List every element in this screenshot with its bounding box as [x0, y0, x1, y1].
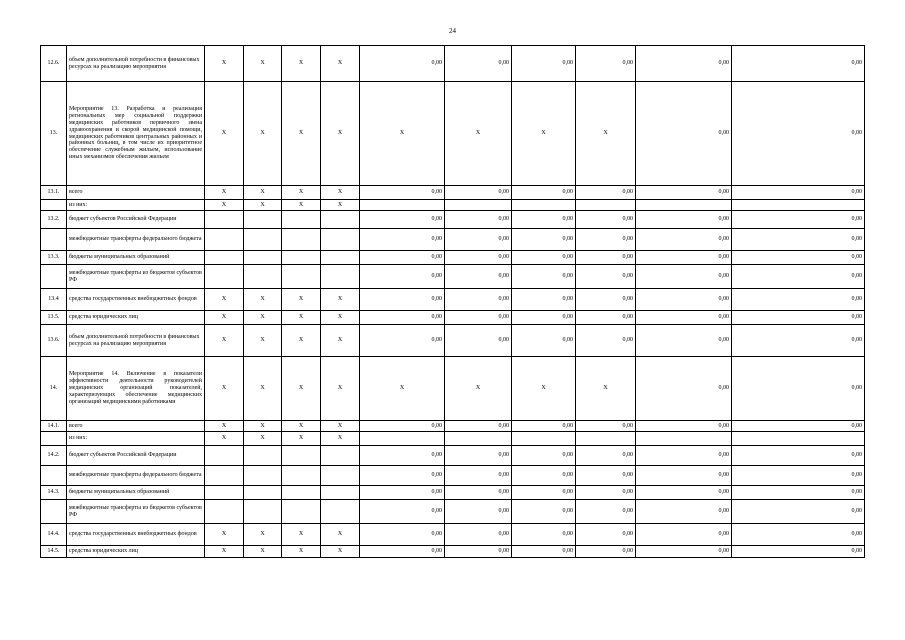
table-cell: 0,00: [445, 186, 512, 200]
table-cell: 0,00: [512, 229, 576, 251]
table-cell: 0,00: [445, 421, 512, 432]
table-cell: 0,00: [512, 421, 576, 432]
table-cell: [321, 500, 360, 524]
row-number: 14.3.: [41, 486, 67, 500]
table-cell: 0,00: [445, 466, 512, 486]
row-description: из них:: [67, 200, 205, 211]
table-cell: [576, 432, 636, 446]
row-description: бюджеты муниципальных образований: [67, 486, 205, 500]
table-row: [41, 186, 865, 200]
table-cell: X: [321, 325, 360, 357]
table-cell: [244, 500, 282, 524]
table-cell: 0,00: [576, 325, 636, 357]
table-cell: X: [205, 311, 244, 325]
table-cell: 0,00: [636, 186, 732, 200]
table-cell: X: [205, 186, 244, 200]
table-cell: 0,00: [732, 486, 865, 500]
table-cell: 0,00: [732, 357, 865, 421]
row-number: [41, 432, 67, 446]
table-row: [41, 432, 865, 446]
row-description: средства юридических лиц: [67, 546, 205, 558]
table-cell: [445, 200, 512, 211]
table-cell: X: [282, 524, 321, 546]
table-cell: X: [244, 421, 282, 432]
table-cell: 0,00: [445, 229, 512, 251]
row-number: 13.5.: [41, 311, 67, 325]
table-cell: 0,00: [512, 311, 576, 325]
row-description: объем дополнительной потребности в финансовых ресурсах на реализацию мероприятия: [67, 325, 205, 357]
row-description: межбюджетные трансферты из бюджетов субъектов РФ: [67, 265, 205, 289]
table-cell: [321, 446, 360, 466]
table-cell: 0,00: [732, 466, 865, 486]
table-cell: X: [244, 200, 282, 211]
row-description: средства государственных внебюджетных фондов: [67, 524, 205, 546]
table-cell: X: [244, 82, 282, 186]
row-description: средства государственных внебюджетных фондов: [67, 289, 205, 311]
table-cell: 0,00: [636, 311, 732, 325]
table-cell: 0,00: [636, 466, 732, 486]
table-cell: 0,00: [576, 311, 636, 325]
table-cell: 0,00: [360, 524, 445, 546]
table-cell: 0,00: [636, 289, 732, 311]
table-cell: X: [321, 311, 360, 325]
table-cell: 0,00: [512, 265, 576, 289]
table-cell: 0,00: [636, 446, 732, 466]
table-cell: 0,00: [732, 325, 865, 357]
row-number: 14.4.: [41, 524, 67, 546]
table-cell: 0,00: [360, 325, 445, 357]
row-number: [41, 466, 67, 486]
table-row: [41, 265, 865, 289]
table-cell: 0,00: [732, 311, 865, 325]
table-cell: 0,00: [445, 251, 512, 265]
table-cell: X: [321, 46, 360, 82]
table-cell: X: [282, 357, 321, 421]
table-cell: 0,00: [360, 311, 445, 325]
row-number: 13.2.: [41, 211, 67, 229]
row-description: Мероприятие 14. Включение в показатели эффективности деятельности руководителей медицинских организаций показателей, характеризующих обеспечение медицинских организаций медицинскими работниками: [67, 357, 205, 421]
table-row: [41, 421, 865, 432]
table-cell: [321, 211, 360, 229]
table-cell: [205, 229, 244, 251]
table-cell: [282, 229, 321, 251]
table-cell: X: [282, 289, 321, 311]
table-cell: X: [445, 82, 512, 186]
table-cell: [244, 251, 282, 265]
table-cell: X: [282, 546, 321, 558]
table-cell: X: [282, 421, 321, 432]
table-cell: X: [282, 200, 321, 211]
table-cell: X: [244, 186, 282, 200]
table-cell: [282, 211, 321, 229]
row-description: средства юридических лиц: [67, 311, 205, 325]
table-row: [41, 500, 865, 524]
table-cell: 0,00: [636, 524, 732, 546]
row-number: 13.: [41, 82, 67, 186]
table-cell: 0,00: [636, 265, 732, 289]
table-row: [41, 211, 865, 229]
table-cell: 0,00: [360, 500, 445, 524]
row-number: 13.3.: [41, 251, 67, 265]
table-cell: 0,00: [445, 289, 512, 311]
row-description: объем дополнительной потребности в финансовых ресурсах на реализацию мероприятия: [67, 46, 205, 82]
table-cell: [244, 446, 282, 466]
table-cell: X: [360, 357, 445, 421]
table-cell: 0,00: [512, 46, 576, 82]
table-cell: 0,00: [445, 486, 512, 500]
table-cell: 0,00: [576, 289, 636, 311]
table-cell: 0,00: [636, 500, 732, 524]
table-cell: 0,00: [512, 466, 576, 486]
table-cell: [205, 500, 244, 524]
table-cell: 0,00: [636, 325, 732, 357]
table-cell: 0,00: [360, 229, 445, 251]
row-number: 13.4: [41, 289, 67, 311]
table-cell: 0,00: [445, 46, 512, 82]
table-row: [41, 524, 865, 546]
table-cell: X: [244, 432, 282, 446]
row-description: межбюджетные трансферты из бюджетов субъектов РФ: [67, 500, 205, 524]
table-cell: 0,00: [512, 524, 576, 546]
table-cell: X: [360, 82, 445, 186]
table-cell: 0,00: [512, 211, 576, 229]
table-cell: X: [205, 357, 244, 421]
table-cell: [244, 265, 282, 289]
table-cell: [321, 265, 360, 289]
table-cell: 0,00: [445, 311, 512, 325]
row-description: бюджет субъектов Российской Федерации: [67, 446, 205, 466]
table-cell: 0,00: [576, 251, 636, 265]
table-cell: 0,00: [360, 466, 445, 486]
table-cell: 0,00: [732, 546, 865, 558]
row-description: межбюджетные трансферты федерального бюджета: [67, 229, 205, 251]
table-cell: X: [205, 46, 244, 82]
table-cell: 0,00: [636, 211, 732, 229]
table-cell: X: [205, 325, 244, 357]
table-cell: 0,00: [576, 546, 636, 558]
row-description: бюджеты муниципальных образований: [67, 251, 205, 265]
table-row: [41, 325, 865, 357]
table-cell: X: [205, 421, 244, 432]
table-cell: [205, 466, 244, 486]
table-cell: [282, 500, 321, 524]
table-cell: [732, 200, 865, 211]
table-cell: 0,00: [360, 46, 445, 82]
table-cell: [282, 486, 321, 500]
table-cell: 0,00: [636, 251, 732, 265]
table-row: [41, 466, 865, 486]
table-cell: 0,00: [636, 421, 732, 432]
table-cell: 0,00: [576, 446, 636, 466]
budget-table: [40, 45, 865, 558]
table-row: [41, 546, 865, 558]
table-cell: X: [321, 289, 360, 311]
table-cell: 0,00: [512, 486, 576, 500]
row-description: всего: [67, 186, 205, 200]
table-cell: X: [321, 432, 360, 446]
table-cell: 0,00: [445, 524, 512, 546]
table-cell: 0,00: [732, 229, 865, 251]
table-cell: 0,00: [512, 446, 576, 466]
table-cell: X: [244, 325, 282, 357]
table-cell: X: [244, 357, 282, 421]
table-cell: [360, 432, 445, 446]
row-number: [41, 265, 67, 289]
table-cell: [360, 200, 445, 211]
table-cell: 0,00: [732, 446, 865, 466]
table-cell: 0,00: [512, 546, 576, 558]
table-row: [41, 229, 865, 251]
table-cell: X: [205, 432, 244, 446]
table-cell: 0,00: [445, 446, 512, 466]
row-number: [41, 200, 67, 211]
table-cell: X: [512, 82, 576, 186]
table-cell: 0,00: [512, 289, 576, 311]
table-cell: 0,00: [360, 186, 445, 200]
table-cell: X: [205, 200, 244, 211]
table-cell: [445, 432, 512, 446]
table-cell: X: [244, 546, 282, 558]
table-cell: 0,00: [576, 421, 636, 432]
table-cell: X: [282, 311, 321, 325]
table-cell: 0,00: [360, 289, 445, 311]
row-number: 14.2.: [41, 446, 67, 466]
table-cell: 0,00: [360, 421, 445, 432]
table-cell: [282, 251, 321, 265]
table-cell: X: [244, 311, 282, 325]
table-cell: 0,00: [576, 265, 636, 289]
table-cell: [636, 432, 732, 446]
table-row: [41, 311, 865, 325]
table-cell: 0,00: [636, 486, 732, 500]
table-cell: X: [512, 357, 576, 421]
table-cell: X: [205, 289, 244, 311]
table-cell: [282, 265, 321, 289]
row-number: [41, 500, 67, 524]
row-number: 13.6.: [41, 325, 67, 357]
table-cell: 0,00: [576, 500, 636, 524]
table-cell: 0,00: [360, 251, 445, 265]
table-cell: [321, 486, 360, 500]
table-cell: 0,00: [732, 524, 865, 546]
table-cell: X: [244, 289, 282, 311]
table-cell: [321, 229, 360, 251]
table-cell: 0,00: [576, 524, 636, 546]
row-description: межбюджетные трансферты федерального бюджета: [67, 466, 205, 486]
table-cell: 0,00: [512, 251, 576, 265]
row-number: 13.1.: [41, 186, 67, 200]
table-row: [41, 486, 865, 500]
table-cell: 0,00: [732, 500, 865, 524]
table-cell: [205, 446, 244, 466]
table-cell: X: [321, 524, 360, 546]
table-cell: 0,00: [360, 265, 445, 289]
table-row: [41, 82, 865, 186]
table-cell: X: [244, 46, 282, 82]
table-cell: X: [321, 357, 360, 421]
table-cell: [636, 200, 732, 211]
table-row: [41, 289, 865, 311]
table-cell: [244, 486, 282, 500]
table-cell: X: [282, 186, 321, 200]
table-cell: X: [282, 325, 321, 357]
table-row: [41, 251, 865, 265]
table-cell: 0,00: [445, 546, 512, 558]
table-cell: X: [576, 82, 636, 186]
row-description: из них:: [67, 432, 205, 446]
table-cell: X: [205, 524, 244, 546]
table-cell: [282, 466, 321, 486]
table-cell: 0,00: [732, 265, 865, 289]
table-cell: 0,00: [636, 82, 732, 186]
table-cell: 0,00: [512, 500, 576, 524]
table-cell: X: [445, 357, 512, 421]
table-cell: X: [321, 186, 360, 200]
table-cell: 0,00: [576, 229, 636, 251]
table-cell: [732, 432, 865, 446]
table-cell: 0,00: [445, 500, 512, 524]
table-cell: 0,00: [512, 186, 576, 200]
table-cell: 0,00: [732, 211, 865, 229]
table-cell: 0,00: [732, 289, 865, 311]
table-cell: X: [321, 200, 360, 211]
table-cell: X: [205, 82, 244, 186]
row-number: 14.5.: [41, 546, 67, 558]
table-cell: [205, 265, 244, 289]
table-row: [41, 200, 865, 211]
row-number: 12.6.: [41, 46, 67, 82]
table-cell: X: [321, 546, 360, 558]
table-cell: 0,00: [360, 486, 445, 500]
table-cell: X: [321, 82, 360, 186]
table-cell: 0,00: [576, 46, 636, 82]
table-cell: 0,00: [732, 46, 865, 82]
table-row: [41, 46, 865, 82]
table-cell: [576, 200, 636, 211]
table-cell: X: [282, 46, 321, 82]
table-cell: [205, 211, 244, 229]
table-cell: 0,00: [576, 186, 636, 200]
table-cell: 0,00: [360, 211, 445, 229]
table-cell: X: [576, 357, 636, 421]
table-cell: [244, 211, 282, 229]
table-cell: 0,00: [445, 265, 512, 289]
table-cell: [282, 446, 321, 466]
table-cell: X: [321, 421, 360, 432]
table-cell: 0,00: [512, 325, 576, 357]
table-cell: 0,00: [360, 546, 445, 558]
row-number: 14.: [41, 357, 67, 421]
table-cell: [244, 466, 282, 486]
table-cell: [512, 200, 576, 211]
table-body: [41, 46, 865, 558]
row-number: [41, 229, 67, 251]
table-row: [41, 446, 865, 466]
table-row: [41, 357, 865, 421]
table-cell: 0,00: [636, 229, 732, 251]
table-cell: 0,00: [636, 357, 732, 421]
table-cell: 0,00: [732, 251, 865, 265]
table-cell: X: [282, 432, 321, 446]
table-cell: 0,00: [576, 466, 636, 486]
table-cell: 0,00: [576, 211, 636, 229]
table-cell: 0,00: [445, 325, 512, 357]
table-cell: 0,00: [445, 211, 512, 229]
table-cell: [512, 432, 576, 446]
table-cell: [321, 466, 360, 486]
table-cell: [205, 251, 244, 265]
row-description: бюджет субъектов Российской Федерации: [67, 211, 205, 229]
table-cell: 0,00: [732, 421, 865, 432]
table-cell: 0,00: [636, 46, 732, 82]
row-number: 14.1.: [41, 421, 67, 432]
table-cell: [321, 251, 360, 265]
page-number: 24: [449, 27, 456, 35]
table-cell: X: [244, 524, 282, 546]
table-cell: [244, 229, 282, 251]
table-cell: 0,00: [360, 446, 445, 466]
table-cell: 0,00: [636, 546, 732, 558]
table-cell: X: [205, 546, 244, 558]
table-cell: 0,00: [732, 186, 865, 200]
table-cell: X: [282, 82, 321, 186]
table-cell: [205, 486, 244, 500]
table-cell: 0,00: [732, 82, 865, 186]
row-description: всего: [67, 421, 205, 432]
row-description: Мероприятие 13. Разработка и реализация региональных мер социальной поддержки медицинских работников первичного звена здравоохранения и скорой медицинской помощи, медицинских работников центральных районных и районных больниц, в том числе их приоритетное обеспечение служебным жильем, использование иных механизмов обеспечения жильем: [67, 82, 205, 186]
table-cell: 0,00: [576, 486, 636, 500]
